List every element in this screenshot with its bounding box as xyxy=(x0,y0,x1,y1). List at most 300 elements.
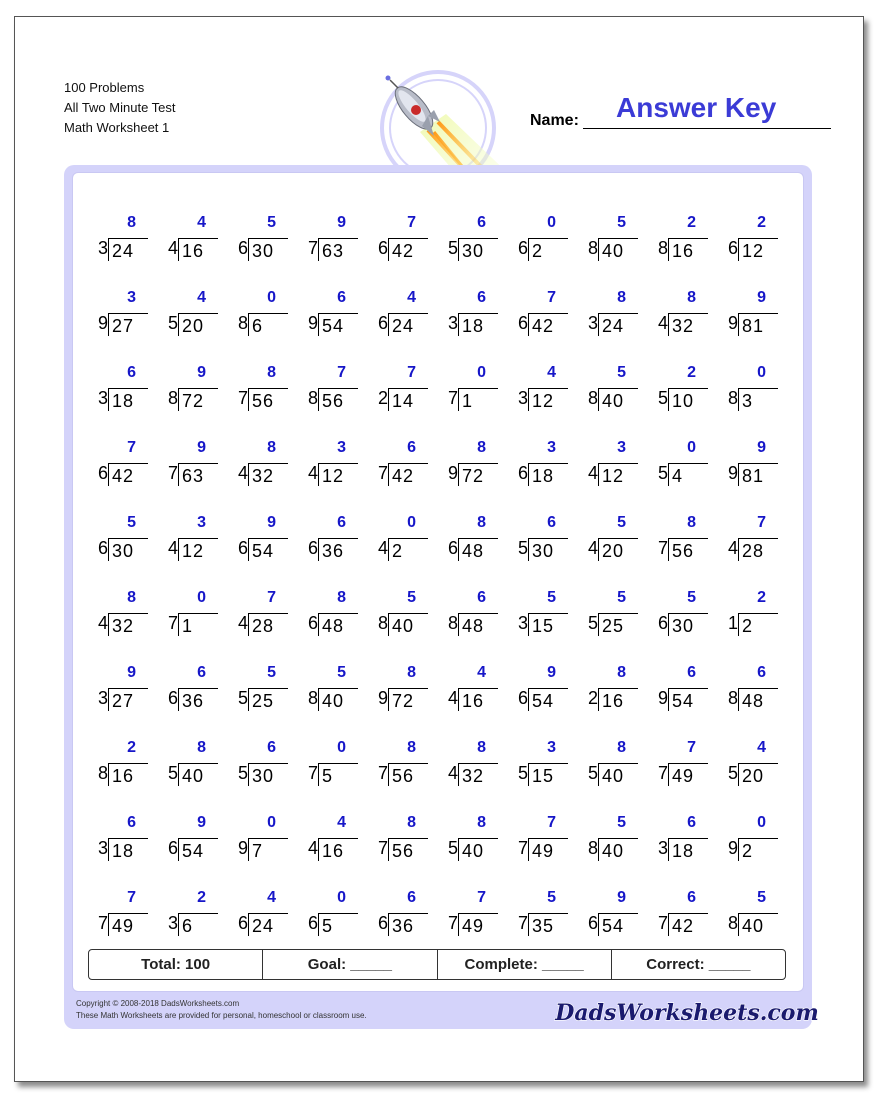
quotient-answer[interactable]: 5 xyxy=(617,814,626,831)
quotient-answer[interactable]: 5 xyxy=(337,664,346,681)
quotient-answer[interactable]: 8 xyxy=(477,514,486,531)
quotient-answer[interactable]: 2 xyxy=(687,364,696,381)
divisor: 6 xyxy=(517,688,528,708)
quotient-answer[interactable]: 9 xyxy=(267,514,276,531)
divisor: 8 xyxy=(167,388,178,408)
division-problem xyxy=(574,214,640,264)
info-line-test: All Two Minute Test xyxy=(64,100,176,115)
name-area xyxy=(530,92,832,132)
division-problem xyxy=(364,514,430,564)
divisor: 8 xyxy=(727,913,738,933)
division-problem xyxy=(154,739,220,789)
quotient-answer[interactable]: 9 xyxy=(757,289,766,306)
dividend: 81 xyxy=(738,463,778,486)
quotient-answer[interactable]: 7 xyxy=(547,814,556,831)
division-problem xyxy=(224,739,290,789)
divisor: 8 xyxy=(587,838,598,858)
division-problem xyxy=(224,589,290,639)
division-problem xyxy=(504,439,570,489)
divisor: 8 xyxy=(97,763,108,783)
quotient-answer[interactable]: 2 xyxy=(757,214,766,231)
quotient-answer[interactable]: 5 xyxy=(617,589,626,606)
divisor: 3 xyxy=(97,238,108,258)
quotient-answer[interactable]: 8 xyxy=(337,589,346,606)
division-problem xyxy=(714,439,780,489)
divisor: 2 xyxy=(587,688,598,708)
division-problem xyxy=(574,439,640,489)
quotient-answer[interactable]: 0 xyxy=(337,739,346,756)
dividend: 16 xyxy=(178,238,218,261)
total-cell: Total: 100 xyxy=(89,950,263,979)
division-problem xyxy=(574,889,640,939)
quotient-answer[interactable]: 7 xyxy=(127,439,136,456)
division-problem xyxy=(504,289,570,339)
divisor: 5 xyxy=(447,238,458,258)
answer-key-title: Answer Key xyxy=(616,92,777,123)
divisor: 3 xyxy=(517,613,528,633)
division-problem xyxy=(294,814,360,864)
dividend: 28 xyxy=(248,613,288,636)
dividend: 63 xyxy=(178,463,218,486)
divisor: 9 xyxy=(237,838,248,858)
quotient-answer[interactable]: 3 xyxy=(337,439,346,456)
quotient-answer[interactable]: 8 xyxy=(127,589,136,606)
dividend: 48 xyxy=(458,538,498,561)
quotient-answer[interactable]: 4 xyxy=(407,289,416,306)
dividend: 81 xyxy=(738,313,778,336)
divisor: 9 xyxy=(727,313,738,333)
divisor: 9 xyxy=(377,688,388,708)
division-problem xyxy=(714,514,780,564)
quotient-answer[interactable]: 5 xyxy=(267,664,276,681)
brand-logo-text: DadsWorksheets.com xyxy=(555,1000,819,1026)
quotient-answer[interactable]: 6 xyxy=(477,289,486,306)
divisor: 3 xyxy=(97,688,108,708)
division-problem xyxy=(434,889,500,939)
quotient-answer[interactable]: 7 xyxy=(127,889,136,906)
quotient-answer[interactable]: 8 xyxy=(617,739,626,756)
complete-cell[interactable]: Complete: _____ xyxy=(438,950,612,979)
quotient-answer[interactable]: 0 xyxy=(687,439,696,456)
dividend: 14 xyxy=(388,388,428,411)
quotient-answer[interactable]: 6 xyxy=(127,364,136,381)
quotient-answer[interactable]: 8 xyxy=(687,289,696,306)
dividend: 24 xyxy=(388,313,428,336)
division-problem xyxy=(84,589,150,639)
dividend: 35 xyxy=(528,913,568,936)
correct-cell[interactable]: Correct: _____ xyxy=(646,956,751,973)
quotient-answer[interactable]: 8 xyxy=(267,439,276,456)
dividend: 12 xyxy=(318,463,358,486)
divisor: 3 xyxy=(657,838,668,858)
division-problem xyxy=(504,739,570,789)
quotient-answer[interactable]: 8 xyxy=(477,814,486,831)
dividend: 54 xyxy=(248,538,288,561)
dividend: 5 xyxy=(318,763,358,786)
quotient-answer[interactable]: 7 xyxy=(687,739,696,756)
divisor: 7 xyxy=(97,913,108,933)
quotient-answer[interactable]: 2 xyxy=(687,214,696,231)
dividend: 27 xyxy=(108,313,148,336)
divisor: 9 xyxy=(727,838,738,858)
quotient-answer[interactable]: 8 xyxy=(617,289,626,306)
dividend: 15 xyxy=(528,763,568,786)
divisor: 6 xyxy=(167,688,178,708)
dividend: 72 xyxy=(178,388,218,411)
division-problem xyxy=(504,589,570,639)
quotient-answer[interactable]: 3 xyxy=(197,514,206,531)
division-problem xyxy=(224,514,290,564)
divisor: 4 xyxy=(237,463,248,483)
division-problem xyxy=(154,514,220,564)
quotient-answer[interactable]: 6 xyxy=(127,814,136,831)
division-problem xyxy=(294,439,360,489)
info-line-worksheet: Math Worksheet 1 xyxy=(64,120,170,135)
divisor: 7 xyxy=(377,463,388,483)
division-problem xyxy=(154,589,220,639)
division-problem xyxy=(434,514,500,564)
dividend: 32 xyxy=(108,613,148,636)
divisor: 6 xyxy=(307,538,318,558)
divisor: 6 xyxy=(657,613,668,633)
dividend: 56 xyxy=(248,388,288,411)
quotient-answer[interactable]: 6 xyxy=(687,814,696,831)
dividend: 42 xyxy=(108,463,148,486)
division-problem xyxy=(504,514,570,564)
divisor: 4 xyxy=(587,463,598,483)
divisor: 3 xyxy=(97,838,108,858)
quotient-answer[interactable]: 0 xyxy=(477,364,486,381)
division-problem xyxy=(574,739,640,789)
quotient-answer[interactable]: 0 xyxy=(337,889,346,906)
copyright-line: Copyright © 2008-2018 DadsWorksheets.com xyxy=(76,999,240,1008)
divisor: 4 xyxy=(237,613,248,633)
division-problem xyxy=(364,364,430,414)
quotient-answer[interactable]: 6 xyxy=(477,589,486,606)
division-problem xyxy=(84,814,150,864)
dividend: 56 xyxy=(388,838,428,861)
divisor: 4 xyxy=(447,688,458,708)
dividend: 3 xyxy=(738,388,778,411)
quotient-answer[interactable]: 6 xyxy=(687,889,696,906)
divisor: 1 xyxy=(727,613,738,633)
divisor: 6 xyxy=(307,913,318,933)
footer-text xyxy=(76,998,367,1022)
quotient-answer[interactable]: 8 xyxy=(407,739,416,756)
info-line-problems: 100 Problems xyxy=(64,80,145,95)
dividend: 5 xyxy=(318,913,358,936)
division-problem xyxy=(364,739,430,789)
quotient-answer[interactable]: 9 xyxy=(197,814,206,831)
name-line[interactable] xyxy=(583,128,831,129)
divisor: 5 xyxy=(517,538,528,558)
divisor: 3 xyxy=(167,913,178,933)
quotient-answer[interactable]: 8 xyxy=(197,739,206,756)
division-problem xyxy=(364,289,430,339)
dividend: 40 xyxy=(598,238,638,261)
quotient-answer[interactable]: 5 xyxy=(547,589,556,606)
quotient-answer[interactable]: 8 xyxy=(687,514,696,531)
division-problem xyxy=(574,589,640,639)
quotient-answer[interactable]: 9 xyxy=(617,889,626,906)
quotient-answer[interactable]: 3 xyxy=(547,439,556,456)
divisor: 8 xyxy=(237,313,248,333)
quotient-answer[interactable]: 2 xyxy=(757,589,766,606)
quotient-answer[interactable]: 7 xyxy=(757,514,766,531)
division-problem xyxy=(364,439,430,489)
quotient-answer[interactable]: 7 xyxy=(477,889,486,906)
quotient-answer[interactable]: 7 xyxy=(407,364,416,381)
quotient-answer[interactable]: 2 xyxy=(127,739,136,756)
dividend: 15 xyxy=(528,613,568,636)
division-problem xyxy=(84,439,150,489)
quotient-answer[interactable]: 3 xyxy=(127,289,136,306)
quotient-answer[interactable]: 8 xyxy=(267,364,276,381)
division-problem xyxy=(224,814,290,864)
dividend: 30 xyxy=(248,238,288,261)
quotient-answer[interactable]: 0 xyxy=(547,214,556,231)
divisor: 8 xyxy=(727,688,738,708)
dividend: 49 xyxy=(108,913,148,936)
divisor: 6 xyxy=(377,238,388,258)
quotient-answer[interactable]: 0 xyxy=(757,364,766,381)
divisor: 7 xyxy=(167,463,178,483)
division-problem xyxy=(644,739,710,789)
divisor: 9 xyxy=(307,313,318,333)
quotient-answer[interactable]: 4 xyxy=(197,214,206,231)
division-problem xyxy=(434,664,500,714)
dividend: 40 xyxy=(738,913,778,936)
divisor: 6 xyxy=(517,238,528,258)
dividend: 12 xyxy=(738,238,778,261)
quotient-answer[interactable]: 8 xyxy=(477,739,486,756)
divisor: 7 xyxy=(377,763,388,783)
dividend: 36 xyxy=(388,913,428,936)
quotient-answer[interactable]: 6 xyxy=(407,439,416,456)
division-problem xyxy=(84,739,150,789)
goal-cell[interactable]: Goal: _____ xyxy=(263,950,437,979)
quotient-answer[interactable]: 6 xyxy=(407,889,416,906)
dividend: 48 xyxy=(738,688,778,711)
division-problem xyxy=(644,214,710,264)
division-problem xyxy=(574,289,640,339)
worksheet-info xyxy=(64,78,176,138)
division-problem xyxy=(714,814,780,864)
dividend: 54 xyxy=(598,913,638,936)
divisor: 7 xyxy=(447,913,458,933)
dividend: 24 xyxy=(108,238,148,261)
divisor: 9 xyxy=(97,313,108,333)
division-problem xyxy=(154,439,220,489)
quotient-answer[interactable]: 5 xyxy=(687,589,696,606)
dividend: 32 xyxy=(248,463,288,486)
quotient-answer[interactable]: 9 xyxy=(547,664,556,681)
quotient-answer[interactable]: 3 xyxy=(547,739,556,756)
dividend: 1 xyxy=(178,613,218,636)
quotient-answer[interactable]: 2 xyxy=(197,889,206,906)
divisor: 4 xyxy=(97,613,108,633)
quotient-answer[interactable]: 5 xyxy=(617,214,626,231)
dividend: 40 xyxy=(458,838,498,861)
quotient-answer[interactable]: 6 xyxy=(687,664,696,681)
dividend: 49 xyxy=(668,763,708,786)
quotient-answer[interactable]: 5 xyxy=(617,364,626,381)
quotient-answer[interactable]: 0 xyxy=(407,514,416,531)
divisor: 3 xyxy=(517,388,528,408)
dividend: 20 xyxy=(738,763,778,786)
dividend: 18 xyxy=(458,313,498,336)
dividend: 28 xyxy=(738,538,778,561)
division-problem xyxy=(84,514,150,564)
divisor: 5 xyxy=(587,763,598,783)
division-problem xyxy=(154,289,220,339)
dividend: 18 xyxy=(668,838,708,861)
quotient-answer[interactable]: 6 xyxy=(477,214,486,231)
quotient-answer[interactable]: 8 xyxy=(617,664,626,681)
division-problem xyxy=(154,664,220,714)
quotient-answer[interactable]: 9 xyxy=(127,664,136,681)
quotient-answer[interactable]: 4 xyxy=(547,364,556,381)
division-problem xyxy=(294,739,360,789)
divisor: 5 xyxy=(167,313,178,333)
quotient-answer[interactable]: 6 xyxy=(337,289,346,306)
dividend: 40 xyxy=(598,388,638,411)
quotient-answer[interactable]: 6 xyxy=(267,739,276,756)
quotient-answer[interactable]: 5 xyxy=(547,889,556,906)
division-problem xyxy=(644,439,710,489)
dividend: 40 xyxy=(598,838,638,861)
quotient-answer[interactable]: 8 xyxy=(407,814,416,831)
quotient-answer[interactable]: 7 xyxy=(547,289,556,306)
divisor: 3 xyxy=(447,313,458,333)
dividend: 30 xyxy=(108,538,148,561)
quotient-answer[interactable]: 6 xyxy=(547,514,556,531)
dividend: 16 xyxy=(598,688,638,711)
division-problem xyxy=(504,814,570,864)
division-problem xyxy=(714,214,780,264)
dividend: 18 xyxy=(528,463,568,486)
divisor: 5 xyxy=(167,763,178,783)
quotient-answer[interactable]: 9 xyxy=(757,439,766,456)
quotient-answer[interactable]: 0 xyxy=(267,814,276,831)
divisor: 4 xyxy=(727,538,738,558)
quotient-answer[interactable]: 6 xyxy=(197,664,206,681)
divisor: 7 xyxy=(447,388,458,408)
division-problem xyxy=(714,889,780,939)
divisor: 9 xyxy=(727,463,738,483)
divisor: 7 xyxy=(657,913,668,933)
dividend: 32 xyxy=(668,313,708,336)
division-problem xyxy=(154,814,220,864)
divisor: 8 xyxy=(587,238,598,258)
quotient-answer[interactable]: 8 xyxy=(477,439,486,456)
quotient-answer[interactable]: 8 xyxy=(407,664,416,681)
score-summary xyxy=(88,949,786,980)
divisor: 5 xyxy=(237,763,248,783)
division-problem xyxy=(644,889,710,939)
dividend: 20 xyxy=(178,313,218,336)
division-problem xyxy=(714,364,780,414)
quotient-answer[interactable]: 4 xyxy=(197,289,206,306)
dividend: 56 xyxy=(318,388,358,411)
dividend: 12 xyxy=(528,388,568,411)
quotient-answer[interactable]: 4 xyxy=(477,664,486,681)
quotient-answer[interactable]: 7 xyxy=(337,364,346,381)
divisor: 7 xyxy=(307,763,318,783)
dividend: 40 xyxy=(178,763,218,786)
quotient-answer[interactable]: 5 xyxy=(127,514,136,531)
dividend: 25 xyxy=(598,613,638,636)
division-problem xyxy=(504,664,570,714)
dividend: 49 xyxy=(458,913,498,936)
dividend: 54 xyxy=(318,313,358,336)
division-problem xyxy=(644,589,710,639)
division-problem xyxy=(294,664,360,714)
divisor: 6 xyxy=(377,313,388,333)
dividend: 16 xyxy=(668,238,708,261)
dividend: 36 xyxy=(178,688,218,711)
dividend: 54 xyxy=(178,838,218,861)
divisor: 6 xyxy=(447,538,458,558)
division-problem xyxy=(644,289,710,339)
divisor: 6 xyxy=(237,238,248,258)
quotient-answer[interactable]: 5 xyxy=(267,214,276,231)
divisor: 4 xyxy=(587,538,598,558)
divisor: 5 xyxy=(657,463,668,483)
division-problem xyxy=(294,289,360,339)
dividend: 27 xyxy=(108,688,148,711)
quotient-answer[interactable]: 7 xyxy=(267,589,276,606)
divisor: 3 xyxy=(97,388,108,408)
quotient-answer[interactable]: 6 xyxy=(757,664,766,681)
divisor: 6 xyxy=(377,913,388,933)
dividend: 2 xyxy=(738,838,778,861)
quotient-answer[interactable]: 3 xyxy=(617,439,626,456)
quotient-answer[interactable]: 4 xyxy=(757,739,766,756)
quotient-answer[interactable]: 9 xyxy=(197,439,206,456)
quotient-answer[interactable]: 9 xyxy=(337,214,346,231)
dividend: 36 xyxy=(318,538,358,561)
quotient-answer[interactable]: 0 xyxy=(197,589,206,606)
dividend: 16 xyxy=(318,838,358,861)
dividend: 56 xyxy=(668,538,708,561)
quotient-answer[interactable]: 5 xyxy=(617,514,626,531)
quotient-answer[interactable]: 5 xyxy=(757,889,766,906)
division-problem xyxy=(504,364,570,414)
dividend: 72 xyxy=(458,463,498,486)
quotient-answer[interactable]: 9 xyxy=(197,364,206,381)
division-problem xyxy=(714,589,780,639)
division-problem xyxy=(574,514,640,564)
dividend: 63 xyxy=(318,238,358,261)
divisor: 8 xyxy=(587,388,598,408)
quotient-answer[interactable]: 6 xyxy=(337,514,346,531)
division-problem xyxy=(224,889,290,939)
dividend: 42 xyxy=(388,463,428,486)
divisor: 4 xyxy=(307,463,318,483)
division-problem xyxy=(224,364,290,414)
quotient-answer[interactable]: 4 xyxy=(267,889,276,906)
name-label: Name: xyxy=(530,112,579,129)
quotient-answer[interactable]: 0 xyxy=(267,289,276,306)
quotient-answer[interactable]: 7 xyxy=(407,214,416,231)
quotient-answer[interactable]: 0 xyxy=(757,814,766,831)
quotient-answer[interactable]: 5 xyxy=(407,589,416,606)
division-problem xyxy=(574,364,640,414)
quotient-answer[interactable]: 8 xyxy=(127,214,136,231)
quotient-answer[interactable]: 4 xyxy=(337,814,346,831)
dividend: 12 xyxy=(598,463,638,486)
